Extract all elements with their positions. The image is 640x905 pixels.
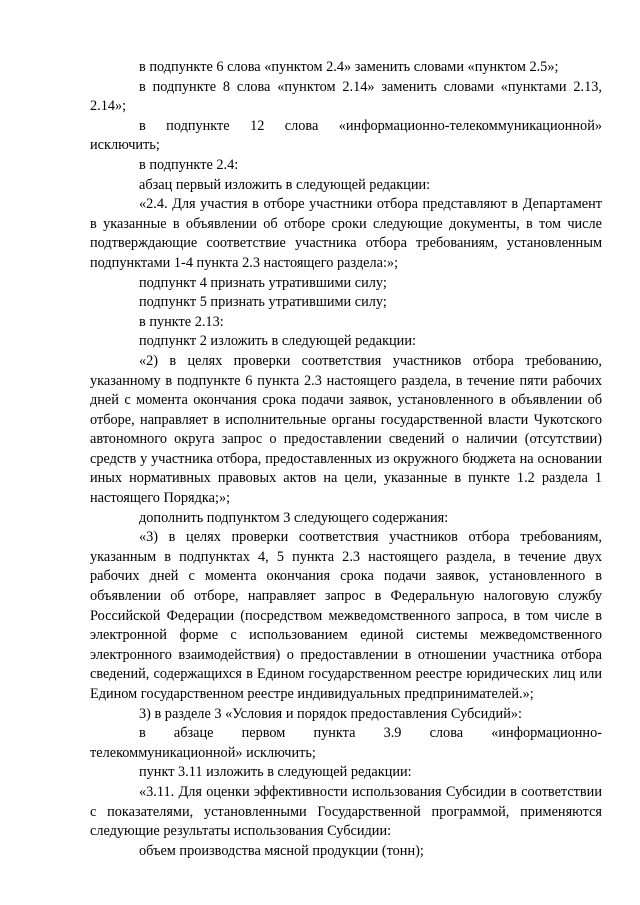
paragraph: «2) в целях проверки соответствия участников отбора требованию, указанному в подпункте 6 пункта 2.3 настоящего раздела, в течение пяти рабочих дней с момента окончания срока подачи заявок, установленного в объявлении об отборе, направляет в исполнительные органы государственной власти Чукотского автономного округа запрос о предоставлении сведений о наличии (отсутствии) средств у участника отбора, предоставленных из окружного бюджета на основании иных нормативных правовых актов на цели, указанные в пункте 1.2 раздела 1 настоящего Порядка;»; <box>90 352 602 507</box>
paragraph: пункт 3.11 изложить в следующей редакции: <box>139 764 412 781</box>
paragraph: в пункте 2.13: <box>139 313 224 330</box>
paragraph: «3) в целях проверки соответствия участников отбора требованиям, указанным в подпунктах 4, 5 пункта 2.3 настоящего раздела, в течение двух рабочих дней с момента окончания срока подачи заявок, установленного в объявлении об отборе, направляет запрос в Федеральную налоговую службу Российской Федерации (посредством межведомственного запроса, в том числе в электронной форме с использованием единой системы межведомственного электронного взаимодействия) о предоставлении в отношении участника отбора сведений, содержащихся в Едином государственном реестре юридических лиц или Едином государственном реестре индивидуальных предпринимателей.»; <box>90 529 602 702</box>
paragraph: «2.4. Для участия в отборе участники отбора представляют в Департамент в указанные в объявлении об отборе сроки следующие документы, в том числе подтверждающие соответствие участника отбора требованиям, установленным подпунктами 1-4 пункта 2.3 настоящего раздела:»; <box>90 196 602 271</box>
paragraph: абзац первый изложить в следующей редакции: <box>139 176 431 193</box>
paragraph: подпункт 2 изложить в следующей редакции: <box>139 333 416 350</box>
paragraph: в подпункте 8 слова «пунктом 2.14» заменить словами «пунктами 2.13, 2.14»; <box>90 78 602 115</box>
paragraph: в абзаце первом пункта 3.9 слова «информационно-телекоммуникационной» исключить; <box>90 725 602 761</box>
paragraph: «3.11. Для оценки эффективности использования Субсидии в соответствии с показателями, установленными Государственной программой, применяются следующие результаты использования Субсидии: <box>90 783 602 840</box>
paragraph: в подпункте 6 слова «пунктом 2.4» заменить словами «пунктом 2.5»; <box>139 59 559 75</box>
paragraph: в подпункте 12 слова «информационно-телекоммуникационной» исключить; <box>90 117 602 154</box>
document-body <box>90 58 602 861</box>
paragraph: 3) в разделе 3 «Условия и порядок предоставления Субсидий»: <box>139 705 522 722</box>
paragraph: подпункт 5 признать утратившими силу; <box>139 294 387 311</box>
paragraph: объем производства мясной продукции (тонн); <box>139 842 424 859</box>
paragraph: подпункт 4 признать утратившими силу; <box>139 274 387 291</box>
paragraph: в подпункте 2.4: <box>139 156 239 173</box>
paragraph: дополнить подпунктом 3 следующего содержания: <box>139 509 449 526</box>
